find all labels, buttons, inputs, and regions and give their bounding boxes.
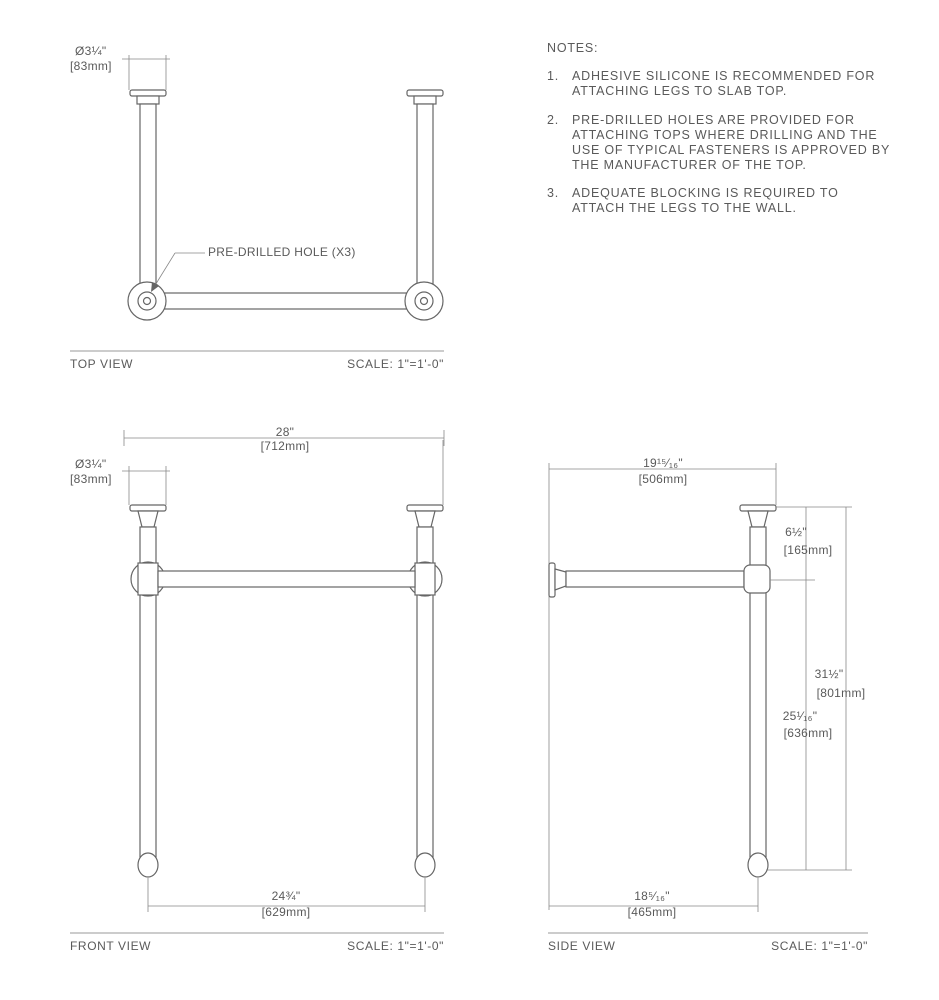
side-arm [566,571,744,587]
top-right-collar [414,96,436,104]
note-number-1: 1. [547,69,560,83]
note-3-line-1: ADEQUATE BLOCKING IS REQUIRED TO [572,186,839,200]
side-view-scale: SCALE: 1"=1'-0" [771,939,868,953]
side-view [548,456,868,953]
side-wall-flange [549,563,555,597]
note-2-line-1: PRE-DRILLED HOLES ARE PROVIDED FOR [572,113,855,127]
top-right-pre-drilled-hole [421,298,428,305]
note-3-line-2: ATTACH THE LEGS TO THE WALL. [572,201,797,215]
side-joint [744,565,770,593]
note-number-2: 2. [547,113,560,127]
side-height-mm: [801mm] [816,686,866,700]
front-width-inches: 28" [275,425,295,439]
notes-block [547,41,890,215]
side-upper-mm: [165mm] [783,543,833,557]
note-number-3: 3. [547,186,560,200]
front-right-joint-sleeve [415,563,435,595]
front-cross-bar [158,571,415,587]
side-base-inches: 18⁵⁄₁₆" [634,889,670,903]
top-view [70,44,444,371]
side-upper-inches: 6½" [785,525,807,539]
top-view-title: TOP VIEW [70,357,134,371]
side-wall-collar [555,569,566,590]
front-right-taper [415,511,435,527]
note-2-line-2: ATTACHING TOPS WHERE DRILLING AND THE [572,128,878,142]
top-diameter-inches: Ø3¼" [75,44,107,58]
front-left-foot [138,853,158,877]
side-lower-mm: [636mm] [783,726,833,740]
side-depth-inches: 19¹⁵⁄₁₆" [643,456,683,470]
note-1-line-1: ADHESIVE SILICONE IS RECOMMENDED FOR [572,69,876,83]
top-callout-label: PRE-DRILLED HOLE (X3) [208,245,356,259]
front-view [70,425,444,953]
top-view-scale: SCALE: 1"=1'-0" [347,357,444,371]
top-left-rail [140,104,156,289]
top-callout-leader [154,253,175,287]
note-1-line-2: ATTACHING LEGS TO SLAB TOP. [572,84,788,98]
note-2-line-4: THE MANUFACTURER OF THE TOP. [572,158,807,172]
side-top-taper [748,511,768,527]
top-right-flange [407,90,443,96]
note-2-line-3: USE OF TYPICAL FASTENERS IS APPROVED BY [572,143,891,157]
notes-heading: NOTES: [547,41,599,55]
side-height-inches: 31½" [814,667,844,681]
front-inner-mm: [629mm] [261,905,311,919]
front-diameter-mm: [83mm] [70,472,112,486]
front-view-scale: SCALE: 1"=1'-0" [347,939,444,953]
top-left-collar [137,96,159,104]
top-left-pre-drilled-hole [144,298,151,305]
side-depth-mm: [506mm] [638,472,688,486]
front-view-title: FRONT VIEW [70,939,152,953]
top-diameter-mm: [83mm] [70,59,112,73]
front-inner-inches: 24¾" [271,889,301,903]
front-left-flange [130,505,166,511]
side-base-mm: [465mm] [627,905,677,919]
front-right-flange [407,505,443,511]
side-top-flange [740,505,776,511]
side-view-title: SIDE VIEW [548,939,616,953]
top-right-rail [417,104,433,289]
front-left-joint-sleeve [138,563,158,595]
top-left-flange [130,90,166,96]
top-cross-bar [160,293,414,309]
front-diameter-inches: Ø3¼" [75,457,107,471]
front-width-mm: [712mm] [260,439,310,453]
side-foot [748,853,768,877]
front-right-foot [415,853,435,877]
side-lower-inches: 25¹⁄₁₆" [782,709,818,723]
front-left-taper [138,511,158,527]
